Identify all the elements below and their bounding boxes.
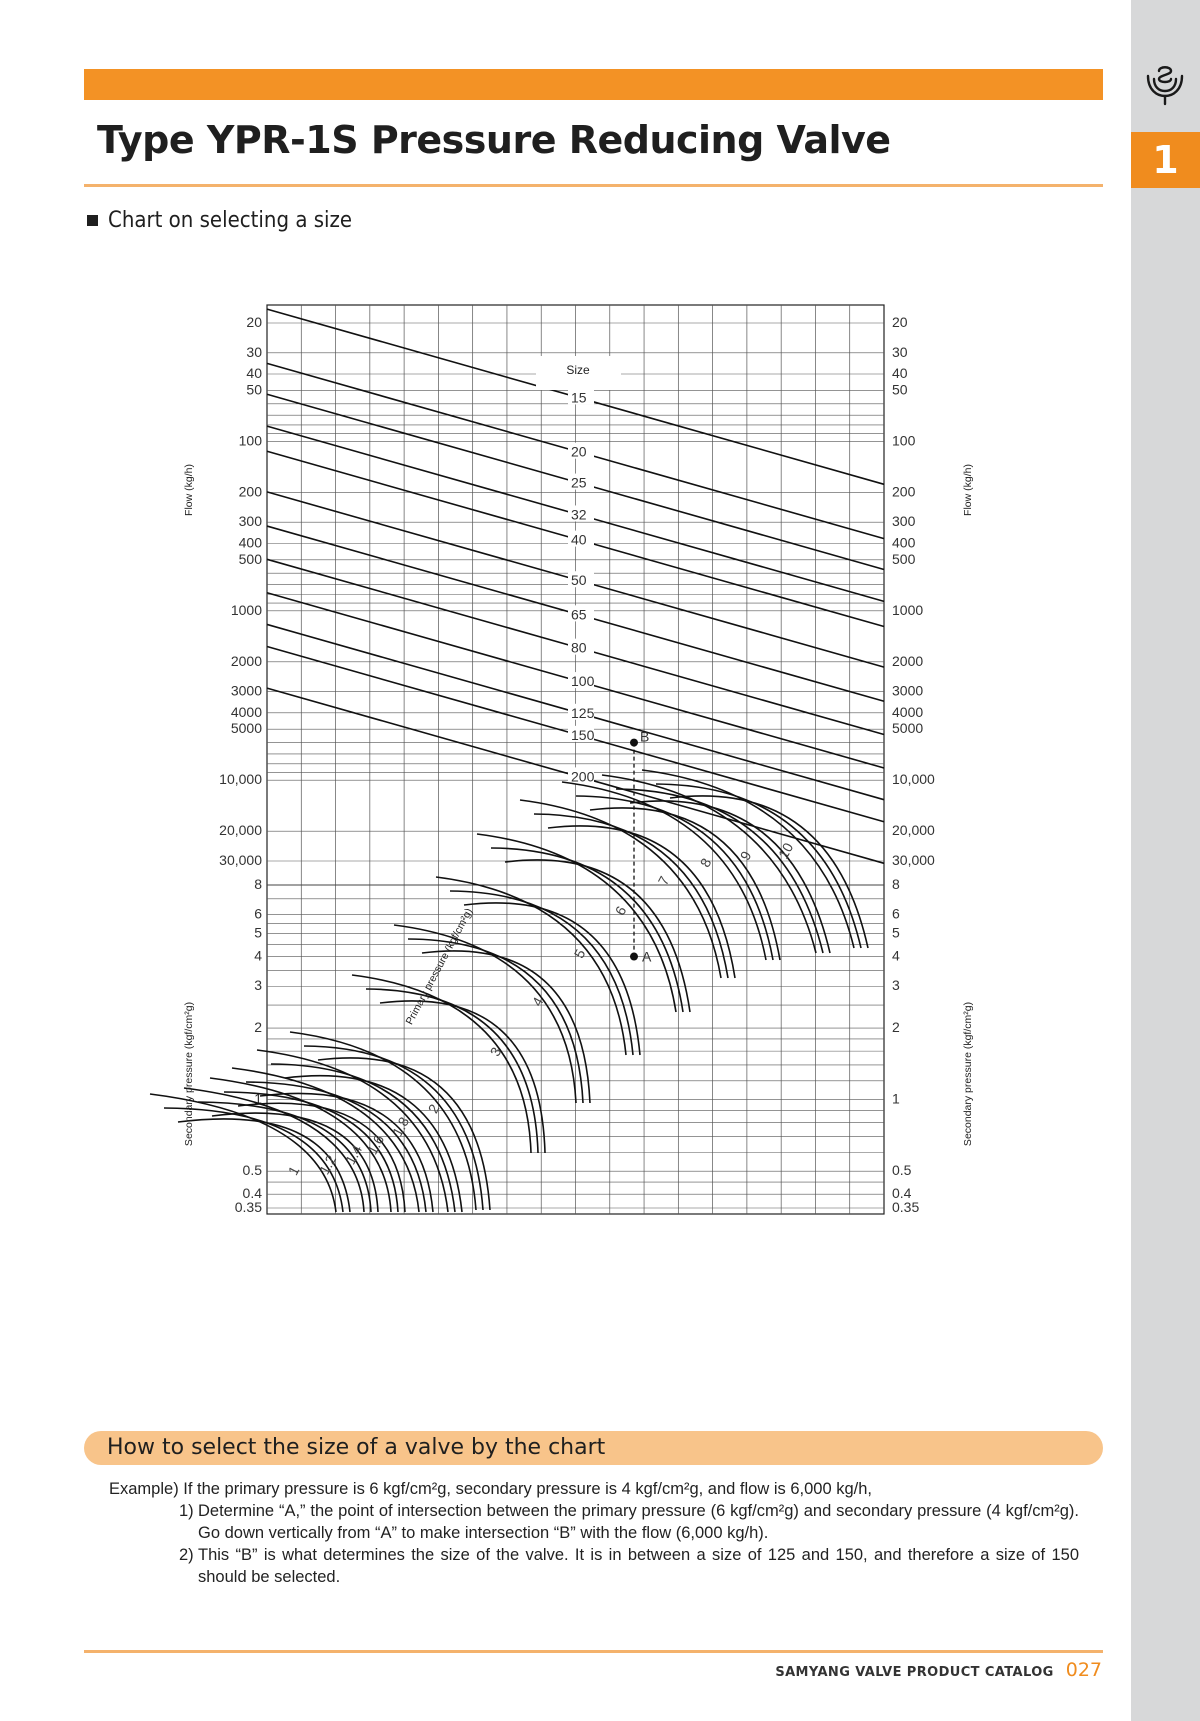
secondary-pressure-tick-right: 5 xyxy=(892,924,900,941)
secondary-pressure-tick-right: 0.35 xyxy=(892,1199,920,1215)
size-scale xyxy=(536,356,621,784)
flow-tick-left: 4000 xyxy=(230,703,262,720)
example-intro: Example) If the primary pressure is 6 kgf/cm²g, secondary pressure is 4 kgf/cm²g, and flow is 6,000 kg/h, xyxy=(109,1480,872,1498)
pressure-curve-label: 2 xyxy=(424,1101,443,1116)
flow-tick-left: 1000 xyxy=(230,601,262,618)
flow-tick-left: 20 xyxy=(246,314,262,330)
flow-tick-right: 400 xyxy=(892,534,916,551)
flow-tick-left: 2000 xyxy=(230,652,262,669)
point-b-label: B xyxy=(640,728,650,745)
flow-tick-right: 4000 xyxy=(892,703,924,720)
flow-tick-right: 30 xyxy=(892,343,908,360)
flow-tick-left: 100 xyxy=(238,432,262,449)
size-label: 25 xyxy=(571,474,587,491)
size-label: 65 xyxy=(571,606,587,623)
flow-axis-label-right: Flow (kg/h) xyxy=(962,464,974,516)
size-label: 20 xyxy=(571,443,587,460)
flow-tick-right: 30,000 xyxy=(892,852,935,868)
secondary-pressure-tick-left: 2 xyxy=(254,1019,262,1036)
chapter-number: 1 xyxy=(1131,132,1200,188)
footer-divider xyxy=(84,1650,1103,1653)
flow-tick-left: 40 xyxy=(246,364,262,381)
pressure-curve xyxy=(394,925,576,1103)
example-step xyxy=(179,1544,1079,1588)
flow-tick-right: 40 xyxy=(892,364,908,381)
pressure-curve-label: 1.6 xyxy=(363,1132,388,1158)
pressure-curve-label: 5 xyxy=(570,946,589,961)
secondary-pressure-tick-right: 8 xyxy=(892,876,900,892)
size-label: 200 xyxy=(571,768,595,785)
pressure-curve-label: 1.2 xyxy=(315,1152,340,1178)
flow-tick-right: 2000 xyxy=(892,652,924,669)
flow-tick-left: 500 xyxy=(238,550,262,567)
flow-tick-left: 50 xyxy=(246,381,262,398)
secondary-axis-label-right: Secondary pressure (kgf/cm²g) xyxy=(962,1001,974,1147)
pressure-curve-label: 8 xyxy=(696,855,715,870)
size-label: 100 xyxy=(571,673,595,690)
page-number: 027 xyxy=(1065,1659,1102,1681)
flow-tick-left: 20,000 xyxy=(219,822,262,839)
pressure-curve xyxy=(534,814,728,978)
secondary-pressure-tick-left: 5 xyxy=(254,924,262,941)
pressure-curve-label: 6 xyxy=(611,903,630,918)
secondary-pressure-tick-right: 0.5 xyxy=(892,1162,912,1179)
secondary-pressure-tick-right: 3 xyxy=(892,977,900,994)
flow-tick-left: 30 xyxy=(246,343,262,360)
section-heading-text: Chart on selecting a size xyxy=(108,208,353,233)
size-label: 15 xyxy=(571,389,587,406)
size-label: 125 xyxy=(571,704,595,721)
page-title: Type YPR-1S Pressure Reducing Valve xyxy=(97,118,891,162)
pressure-curve-label: 1 xyxy=(284,1163,303,1178)
example-text xyxy=(109,1478,1079,1588)
flow-tick-right: 50 xyxy=(892,381,908,398)
secondary-pressure-tick-left: 4 xyxy=(254,947,262,964)
pressure-curve-label: 4 xyxy=(528,994,547,1009)
example-step xyxy=(179,1500,1079,1544)
flow-tick-right: 200 xyxy=(892,483,916,500)
pressure-curve xyxy=(520,800,721,978)
secondary-pressure-tick-right: 6 xyxy=(892,905,900,922)
page-footer xyxy=(775,1659,1102,1681)
pressure-curve xyxy=(184,1088,364,1212)
step-number: 2) xyxy=(179,1546,194,1564)
secondary-pressure-tick-left: 0.5 xyxy=(242,1162,262,1179)
flow-tick-left: 10,000 xyxy=(219,771,262,788)
flow-tick-right: 5000 xyxy=(892,720,924,737)
secondary-pressure-tick-left: 0.4 xyxy=(242,1185,262,1202)
pressure-curve xyxy=(491,848,683,1012)
size-scale-title: Size xyxy=(566,363,590,377)
pressure-curve-label: 1.4 xyxy=(341,1142,366,1168)
howto-title: How to select the size of a valve by the chart xyxy=(107,1435,606,1460)
flow-tick-left: 30,000 xyxy=(219,852,262,868)
flow-tick-right: 20 xyxy=(892,314,908,330)
point-b-marker xyxy=(630,739,638,747)
flow-tick-right: 300 xyxy=(892,513,916,530)
flow-tick-right: 500 xyxy=(892,550,916,567)
step-text: This “B” is what determines the size of the valve. It is in between a size of 125 and 150, and therefore a size of 150 should be selected. xyxy=(198,1546,1079,1586)
size-label: 32 xyxy=(571,506,587,523)
step-number: 1) xyxy=(179,1502,194,1520)
flow-tick-right: 100 xyxy=(892,432,916,449)
flow-tick-right: 3000 xyxy=(892,682,924,699)
flow-tick-right: 10,000 xyxy=(892,771,935,788)
secondary-pressure-tick-left: 1 xyxy=(254,1090,262,1107)
flow-tick-left: 300 xyxy=(238,513,262,530)
primary-pressure-label: Primary pressure (kgf/cm²g) xyxy=(403,906,476,1027)
pressure-curve xyxy=(422,951,590,1103)
pressure-curve-label: 7 xyxy=(654,873,673,888)
flow-tick-right: 1000 xyxy=(892,601,924,618)
secondary-pressure-tick-right: 4 xyxy=(892,947,900,964)
secondary-pressure-tick-left: 8 xyxy=(254,876,262,892)
secondary-pressure-tick-left: 0.35 xyxy=(234,1199,262,1215)
flow-tick-left: 5000 xyxy=(230,720,262,737)
secondary-pressure-tick-right: 0.4 xyxy=(892,1185,912,1202)
secondary-pressure-tick-right: 1 xyxy=(892,1090,900,1107)
flow-tick-left: 200 xyxy=(238,483,262,500)
secondary-pressure-tick-right: 2 xyxy=(892,1019,900,1036)
size-label: 40 xyxy=(571,531,587,548)
flow-tick-left: 3000 xyxy=(230,682,262,699)
size-label: 150 xyxy=(571,726,595,743)
secondary-pressure-tick-left: 3 xyxy=(254,977,262,994)
step-text: Determine “A,” the point of intersection between the primary pressure (6 kgf/cm²g) and secondary pressure (4 kgf/cm²g). Go down vertically from “A” to make intersection “B” with the flow (6,000 kg/h). xyxy=(198,1502,1079,1542)
pressure-curve-label: 9 xyxy=(736,848,755,863)
secondary-axis-label-left: Secondary pressure (kgf/cm²g) xyxy=(183,1001,195,1147)
size-label: 50 xyxy=(571,572,587,589)
flow-axis-label-left: Flow (kg/h) xyxy=(183,464,195,516)
pressure-curve-label: 10 xyxy=(774,840,797,862)
size-label: 80 xyxy=(571,639,587,656)
pressure-curve xyxy=(670,796,868,948)
flow-tick-right: 20,000 xyxy=(892,822,935,839)
footer-catalog-name: SAMYANG VALVE PRODUCT CATALOG xyxy=(775,1665,1054,1680)
pressure-curve-label: 1.8 xyxy=(388,1114,413,1140)
flow-tick-left: 400 xyxy=(238,534,262,551)
secondary-pressure-tick-left: 6 xyxy=(254,905,262,922)
pressure-curve-label: 3 xyxy=(486,1044,505,1059)
point-a-label: A xyxy=(642,948,652,965)
point-a-marker xyxy=(630,953,638,961)
